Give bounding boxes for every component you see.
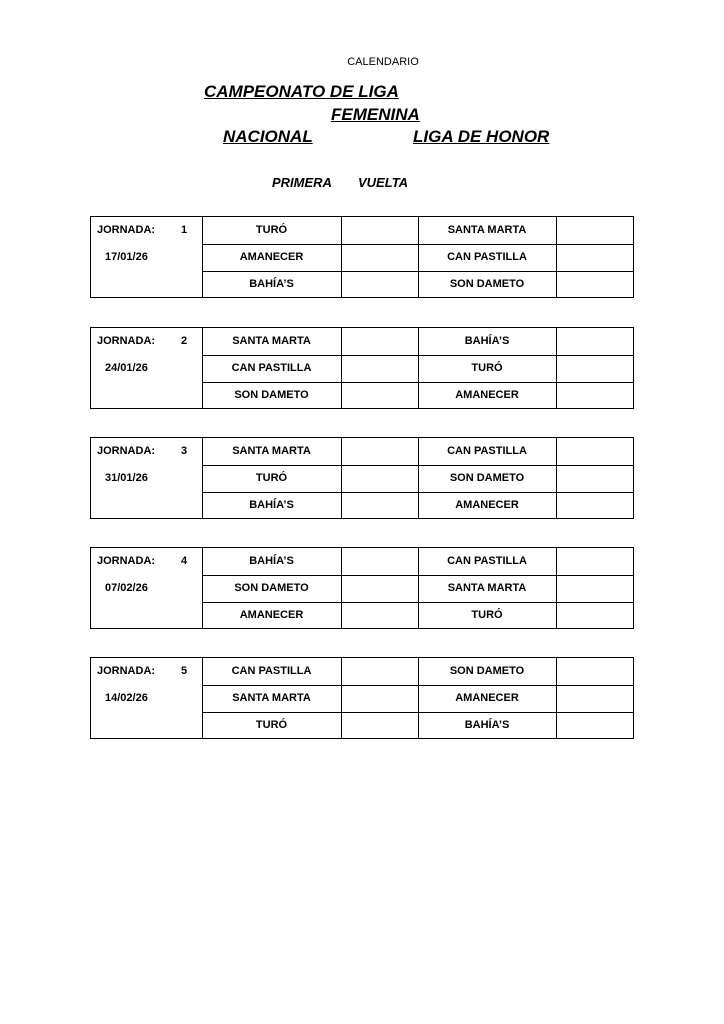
away-team: TURÓ: [471, 609, 503, 621]
column-divider: [556, 328, 557, 408]
away-team: SON DAMETO: [449, 472, 525, 484]
jornada-label: JORNADA:: [97, 665, 156, 677]
jornada-date: 17/01/26: [105, 251, 148, 263]
home-team: TURÓ: [255, 472, 288, 484]
title-line-1: CAMPEONATO DE LIGA: [204, 82, 399, 101]
column-divider: [341, 548, 342, 628]
jornada-number: 4: [181, 555, 188, 567]
away-team: CAN PASTILLA: [447, 251, 527, 263]
home-team: SANTA MARTA: [232, 692, 311, 704]
away-team: SON DAMETO: [449, 665, 525, 677]
home-team: TURÓ: [255, 224, 288, 236]
away-team: TURÓ: [471, 362, 503, 374]
round-word-2: VUELTA: [358, 175, 409, 190]
round-word-1: PRIMERA: [272, 175, 332, 190]
home-team: BAHÍA’S: [249, 555, 294, 567]
away-team: AMANECER: [455, 389, 519, 401]
home-team: CAN PASTILLA: [231, 665, 312, 677]
away-team: CAN PASTILLA: [447, 445, 527, 457]
home-team: SANTA MARTA: [232, 335, 311, 347]
jornada-number: 2: [181, 335, 188, 347]
home-team: CAN PASTILLA: [231, 362, 312, 374]
document-label: CALENDARIO: [347, 56, 419, 68]
home-team: SANTA MARTA: [232, 445, 311, 457]
jornada-label: JORNADA:: [97, 224, 156, 236]
jornada-label: JORNADA:: [97, 555, 156, 567]
jornada-date: 07/02/26: [105, 582, 148, 594]
home-team: TURÓ: [255, 719, 288, 731]
title-liga-de-honor: LIGA DE HONOR: [413, 127, 550, 146]
title-line-2: FEMENINA: [331, 105, 420, 124]
home-team: BAHÍA’S: [249, 499, 294, 511]
jornada-date: 24/01/26: [105, 362, 148, 374]
away-team: SANTA MARTA: [447, 224, 527, 236]
away-team: SON DAMETO: [449, 278, 525, 290]
jornada-date: 31/01/26: [105, 472, 148, 484]
title-nacional: NACIONAL: [223, 127, 313, 146]
column-divider: [556, 438, 557, 518]
column-divider: [341, 328, 342, 408]
matchday-table: [90, 547, 634, 629]
away-team: AMANECER: [455, 692, 519, 704]
column-divider: [341, 658, 342, 738]
away-team: BAHÍA’S: [464, 719, 510, 731]
jornada-number: 3: [181, 445, 188, 457]
column-divider: [341, 438, 342, 518]
jornada-label: JORNADA:: [97, 445, 156, 457]
home-team: AMANECER: [239, 609, 304, 621]
home-team: BAHÍA’S: [249, 278, 294, 290]
home-team: SON DAMETO: [234, 582, 309, 594]
away-team: BAHÍA’S: [464, 335, 510, 347]
away-team: SANTA MARTA: [447, 582, 527, 594]
jornada-label: JORNADA:: [97, 335, 156, 347]
matchday-table: [90, 216, 634, 298]
matchday-table: [90, 327, 634, 409]
home-team: SON DAMETO: [234, 389, 309, 401]
matchday-table: [90, 437, 634, 519]
column-divider: [556, 217, 557, 297]
away-team: CAN PASTILLA: [447, 555, 527, 567]
matchday-table: [90, 657, 634, 739]
away-team: AMANECER: [455, 499, 519, 511]
jornada-date: 14/02/26: [105, 692, 148, 704]
jornada-number: 5: [181, 665, 188, 677]
column-divider: [556, 658, 557, 738]
column-divider: [341, 217, 342, 297]
home-team: AMANECER: [239, 251, 304, 263]
jornada-number: 1: [181, 224, 188, 236]
column-divider: [556, 548, 557, 628]
